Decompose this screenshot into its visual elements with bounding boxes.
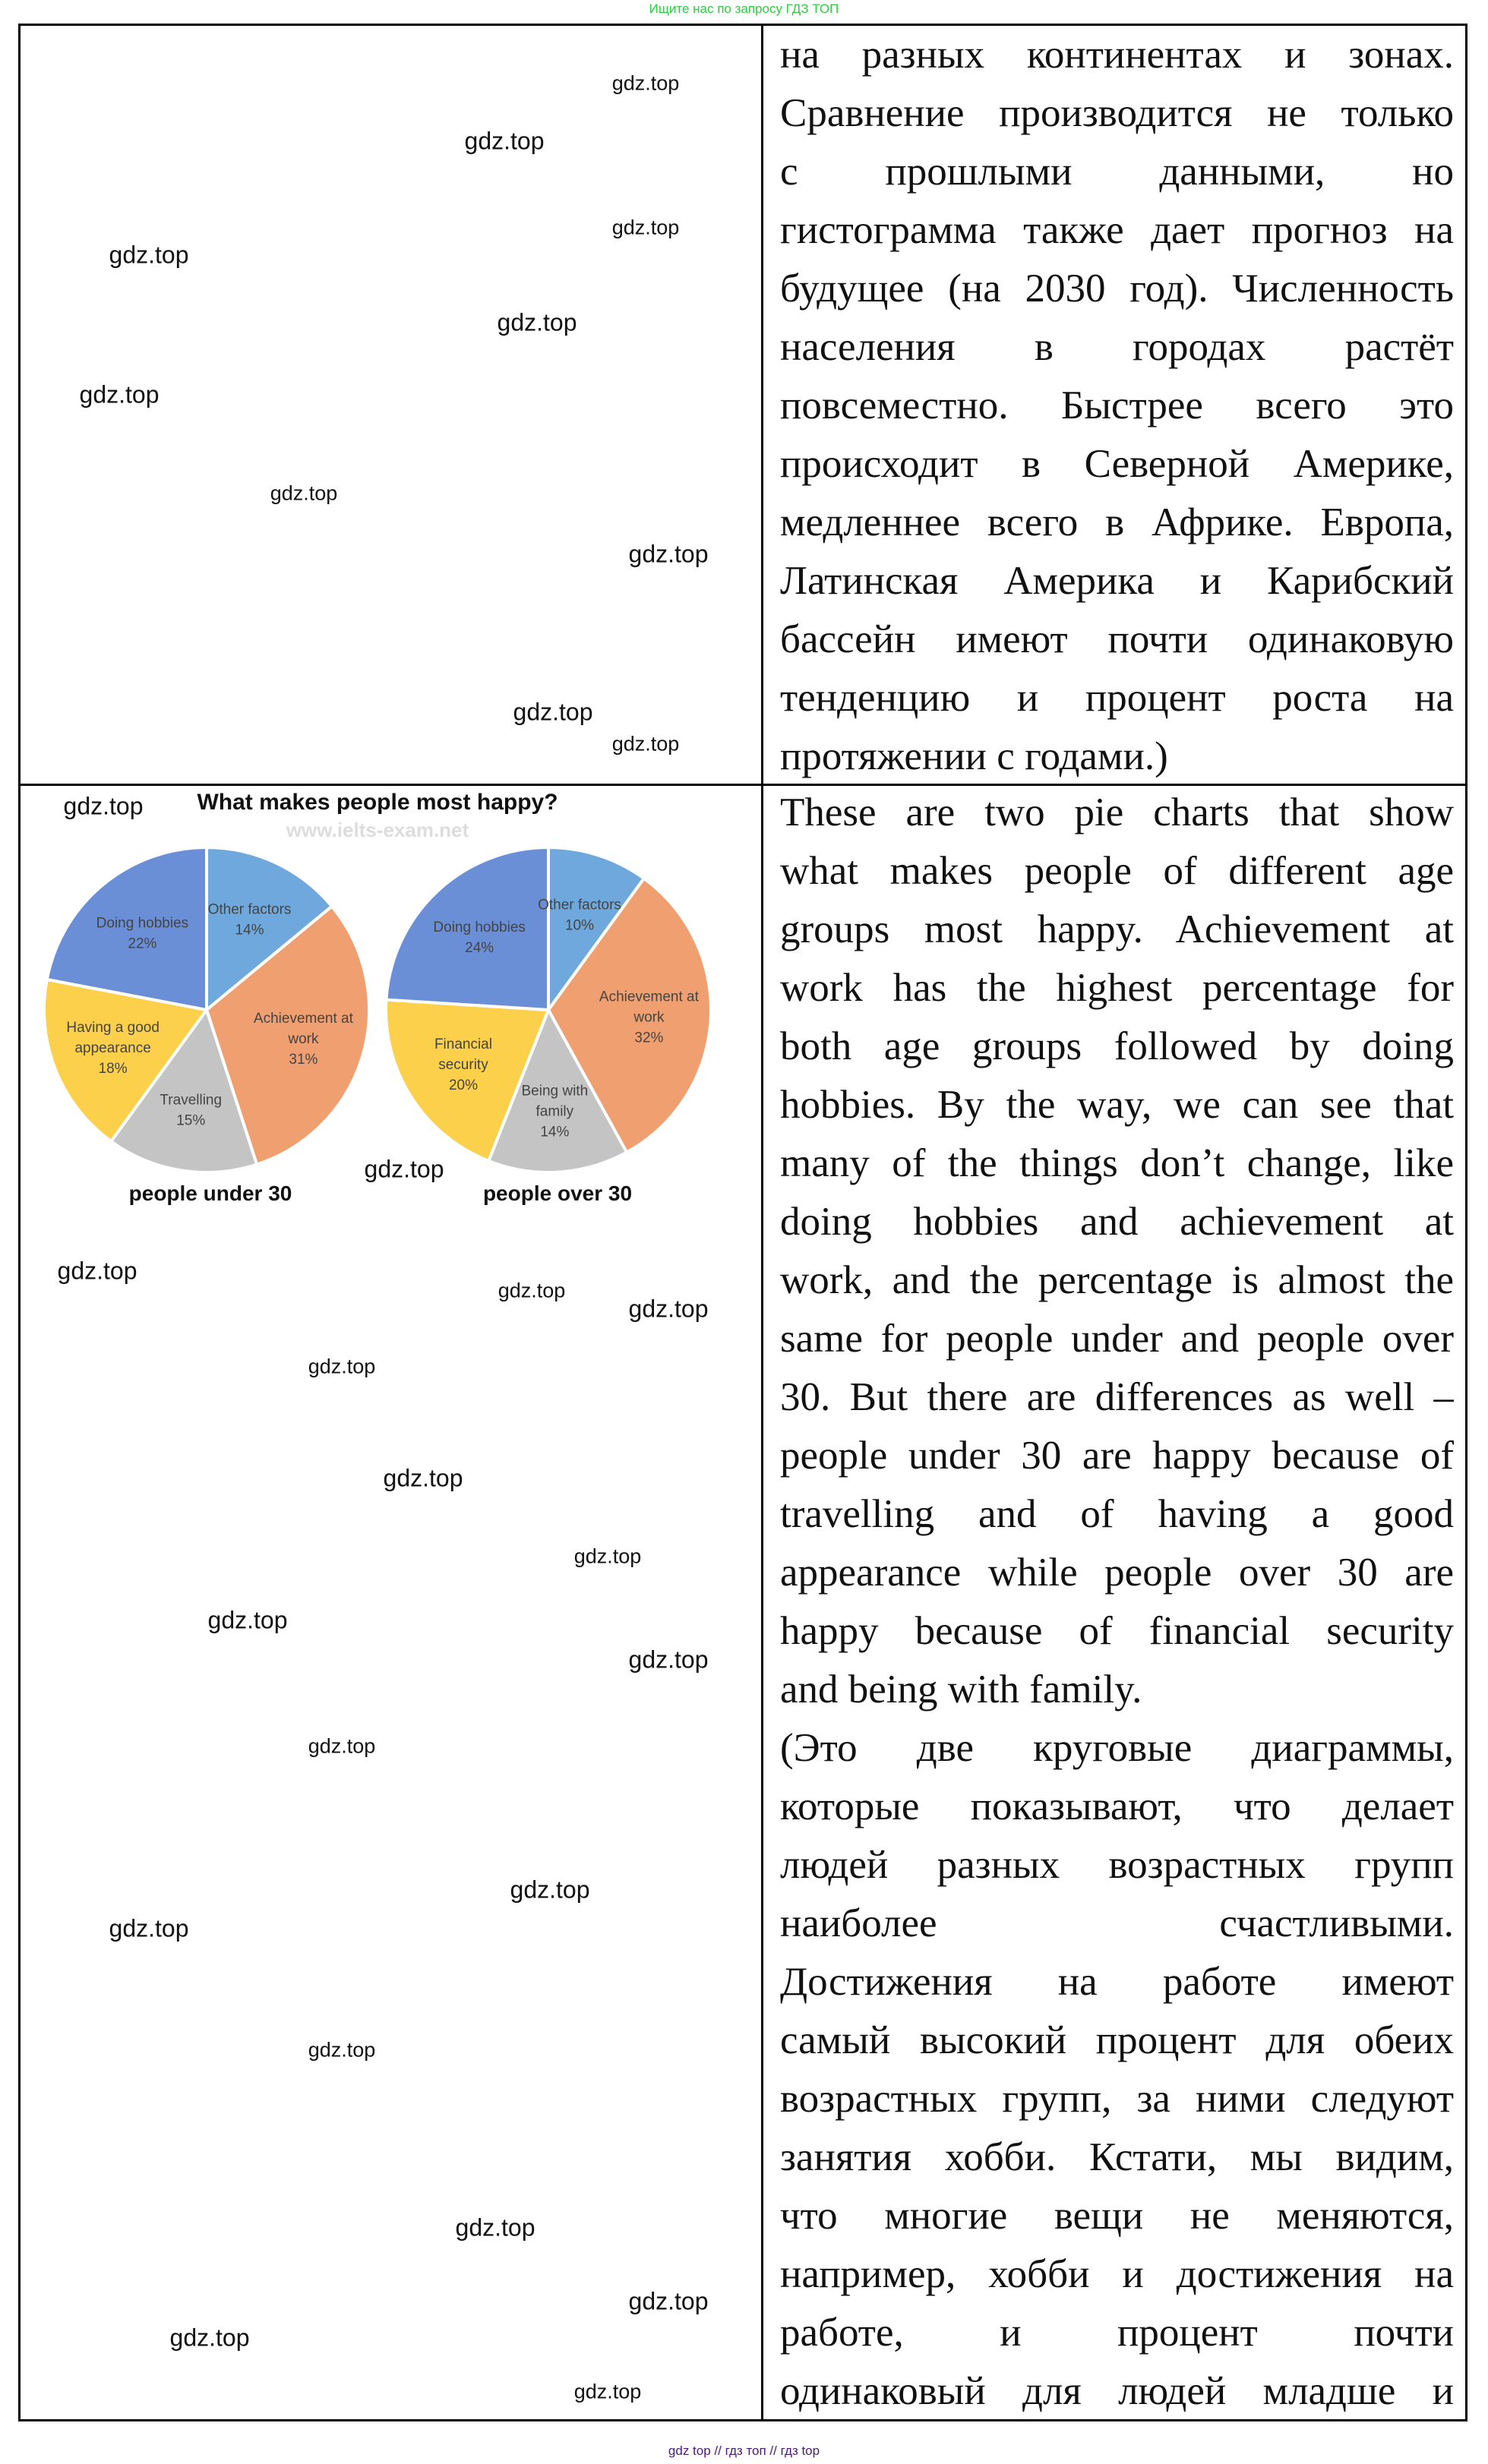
watermark: gdz.top [498,1279,566,1302]
text-line: Достижения на работе имеют [780,1960,1454,2004]
watermark: gdz.top [308,2038,376,2062]
chart-source-watermark: www.ielts-exam.net [286,819,469,841]
text-line: на разных континентах и зонах. [780,33,1454,77]
slice-label: Travelling 15% [160,1092,223,1129]
text-line: занятия хобби. Кстати, мы видим, [780,2135,1454,2179]
text-line: These are two pie charts that show [780,790,1454,834]
watermark: gdz.top [611,71,680,95]
text-line: work, and the percentage is almost the [780,1258,1454,1302]
text-line: same for people under and people over [780,1317,1454,1361]
slice-label: Having a good appearance 18% [66,1019,160,1077]
watermark: gdz.top [57,1257,137,1285]
watermark: gdz.top [497,308,577,336]
text-line: протяжении с годами.) [780,734,1168,778]
watermark: gdz.top [464,127,545,155]
text-line: людей разных возрастных групп [780,1843,1454,1887]
text-line: происходит в Северной Америке, [780,442,1454,486]
watermark: gdz.top [63,792,144,820]
text-line: what makes people of different age [780,849,1454,893]
header-note: Ищите нас по запросу ГДЗ ТОП [649,2,839,16]
text-line: повсеместно. Быстрее всего это [780,383,1454,427]
watermark: gdz.top [383,1464,463,1492]
text-line: (Это две круговые диаграммы, [780,1726,1454,1770]
text-line: возрастных групп, за ними следуют [780,2077,1454,2121]
text-line: Латинская Америка и Карибский [780,559,1454,603]
watermark: gdz.top [573,1544,642,1568]
text-line: тенденцию и процент роста на [780,676,1454,720]
text-line: appearance while people over 30 are [780,1551,1454,1595]
text-line: work has the highest percentage for [780,966,1454,1010]
chart-title: What makes people most happy? [197,790,558,815]
row1-text [780,26,1454,786]
text-line: both age groups followed by doing [780,1024,1454,1068]
text-line: которые показывают, что делает [780,1784,1454,1828]
watermark: gdz.top [611,732,680,756]
watermark: gdz.top [270,481,338,505]
watermark: gdz.top [628,540,709,568]
text-line: travelling and of having a good [780,1492,1454,1536]
watermark: gdz.top [628,1645,709,1674]
text-line: одинаковый для людей младше и [780,2369,1454,2413]
text-line: наиболее счастливыми. [780,1901,1454,1945]
text-line: самый высокий процент для обеих [780,2018,1454,2062]
watermark: gdz.top [308,1355,376,1378]
pie-charts-figure [21,787,757,1219]
slice-label: Financial security 20% [434,1036,492,1094]
text-line: будущее (на 2030 год). Численность [780,267,1454,311]
footer-note: gdz top // гдз топ // гдз top [668,2443,820,2458]
text-line: and being with family. [780,1667,1142,1712]
slice-label: Achievement at work 32% [599,989,699,1046]
text-line: groups most happy. Achievement at [780,907,1454,951]
watermark: gdz.top [628,2287,709,2315]
slice-label: Other factors 14% [207,901,292,939]
text-line: people under 30 are happy because of [780,1434,1454,1478]
text-line: many of the things don’t change, like [780,1141,1454,1185]
watermark: gdz.top [79,380,160,409]
text-line: медленнее всего в Африке. Европа, [780,500,1454,544]
watermark: gdz.top [109,1914,189,1942]
watermark: gdz.top [109,241,189,269]
watermark: gdz.top [308,1734,376,1758]
text-line: Сравнение производится не только [780,91,1454,135]
text-line: гистограмма также дает прогноз на [780,208,1454,252]
slice-label: Other factors 10% [538,897,621,934]
slice-label: Doing hobbies 24% [433,919,526,956]
slice-label: Being with family 14% [521,1083,589,1141]
slice-label: Achievement at work 31% [253,1011,353,1068]
text-line: например, хобби и достижения на [780,2252,1454,2296]
watermark: gdz.top [207,1606,288,1634]
watermark: gdz.top [573,2380,642,2403]
text-line: 30. But there are differences as well – [780,1375,1454,1419]
watermark: gdz.top [611,216,680,239]
text-line: doing hobbies and achievement at [780,1200,1454,1244]
pie-label-under-30: people under 30 [128,1182,292,1205]
watermark: gdz.top [628,1295,709,1323]
watermark: gdz.top [513,698,593,726]
pie-label-over-30: people over 30 [482,1182,633,1205]
column-divider [761,24,763,2421]
watermark: gdz.top [455,2213,535,2242]
text-line: с прошлыми данными, но [780,150,1454,194]
text-line: hobbies. By the way, we can see that [780,1083,1454,1127]
text-line: работе, и процент почти [780,2311,1454,2355]
text-line: что многие вещи не меняются, [780,2194,1454,2238]
text-line: happy because of financial security [780,1609,1454,1653]
row2-text [780,784,1454,2419]
watermark: gdz.top [510,1876,590,1904]
watermark: gdz.top [364,1155,444,1183]
text-line: населения в городах растёт [780,325,1454,369]
watermark: gdz.top [169,2324,250,2352]
text-line: бассейн имеют почти одинаковую [780,617,1454,661]
slice-label: Doing hobbies 22% [96,915,189,952]
